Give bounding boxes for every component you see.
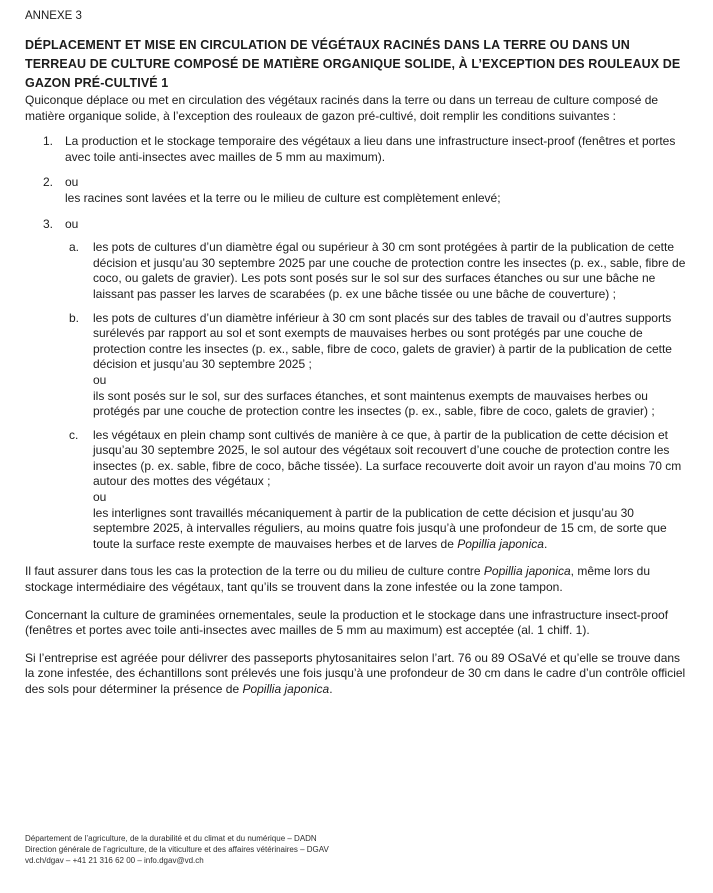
text-segment: ou [65,216,79,231]
footer-line: Direction générale de l’agriculture, de la viticulture et des affaires vétérinaires – DGAV [25,845,329,854]
condition-subitem [65,428,688,553]
text-segment: Quiconque déplace ou met en circulation des végétaux racinés dans la terre ou dans un terreau de culture composé de matière organique solide, à l’exception des rouleaux de gazon pré-cultivé, doit remplir les conditions suivantes : [25,93,659,123]
subitem-marker: a. [69,240,80,255]
subitem-body [93,311,688,420]
condition-paragraph [93,311,688,373]
condition-subitem [65,240,688,302]
annex-label: ANNEXE 3 [25,10,82,22]
text-segment: les pots de cultures d’un diamètre inférieur à 30 cm sont placés sur des tables de travail ou d’autres supports surélevés par rapport au sol et sont exempts de mauvaises herbes ou sont protégés par une couche de protection contre les insectes (p. ex., sable, fibre de coco, galets de gravier) à partir de la publication de cette décision et jusqu’au 30 septembre 2025 ; [93,310,672,372]
text-segment: les végétaux en plein champ sont cultivés de manière à ce que, à partir de la publication de cette décision et jusqu’au 30 septembre 2025, le sol autour des végétaux soit recouvert d’une couche de protection contre les insectes (p. ex. sable, fibre de coco, bâche tissée). La surface recouverte doit avoir un rayon d’au moins 70 cm autour des mottes des végétaux ; [93,427,682,489]
footer [25,833,329,866]
condition-body [65,134,688,165]
closing-paragraphs [25,564,688,697]
condition-paragraph [65,217,688,233]
closing-paragraph [25,608,688,639]
footer-line: Département de l’agriculture, de la durabilité et du climat et du numérique – DADN [25,834,317,843]
condition-body [65,175,688,206]
subitem-marker: c. [69,427,79,442]
condition-paragraph [93,428,688,490]
condition-marker: 3. [43,216,54,231]
text-segment: Il faut assurer dans tous les cas la protection de la terre ou du milieu de culture contre [25,564,484,579]
text-segment: ou [65,175,79,190]
text-segment: ils sont posés sur le sol, sur des surfaces étanches, et sont maintenus exempts de mauvaises herbes ou protégés par une couche de protection contre les insectes (p. ex., sable, fibre de coco, galets de gravier) ; [93,388,655,419]
condition-paragraph [93,506,688,553]
text-segment: . [543,536,548,551]
condition-paragraph [93,240,688,302]
species-name-italic: Popillia japonica [483,564,571,579]
condition-paragraph [93,389,688,420]
closing-paragraph [25,651,688,698]
condition-paragraph [93,490,688,506]
condition-body [65,217,688,553]
condition-item [25,175,688,206]
condition-paragraph [93,373,688,389]
subitem-marker: b. [69,310,80,325]
subitem-body [93,240,688,302]
text-segment: les racines sont lavées et la terre ou le milieu de culture est complètement enlevé; [65,190,501,205]
condition-item [25,217,688,553]
text-segment: Si l’entreprise est agréée pour délivrer des passeports phytosanitaires selon l’art. 76 ou 89 OSaVé et qu’elle se trouve dans la zone infestée, des échantillons sont prélevés une fois jusqu’à une profondeur de 30 cm dans le cadre d’un contrôle officiel des sols pour déterminer la présence de [25,650,686,696]
footer-line: vd.ch/dgav – +41 21 316 62 00 – info.dgav@vd.ch [25,856,204,865]
condition-paragraph [65,175,688,191]
condition-paragraph [65,191,688,207]
text-segment: La production et le stockage temporaire des végétaux a lieu dans une infrastructure insect-proof (fenêtres et portes avec toile anti-insectes avec mailles de 5 mm au maximum). [65,134,676,164]
text-segment: ou [93,372,107,387]
text-segment: Concernant la culture de graminées ornementales, seule la production et le stockage dans une infrastructure insect-proof (fenêtres et portes avec toile anti-insectes avec mailles de 5 mm au maximum) est acceptée (al. 1 chiff. 1). [25,607,669,638]
condition-subitem [65,311,688,420]
page-title: DÉPLACEMENT ET MISE EN CIRCULATION DE VÉGÉTAUX RACINÉS DANS LA TERRE OU DANS UN TERREAU DE CULTURE COMPOSÉ DE MATIÈRE ORGANIQUE SOLIDE, À L’EXCEPTION DES ROULEAUX DE GAZON PRÉ-CULTIVÉ 1 [25,38,681,90]
text-segment: ou [93,490,107,505]
text-segment: , même lors du stockage intermédiaire des végétaux, tant qu’ils se trouvent dans la zone infestée ou la zone tampon. [25,564,651,595]
species-name-italic: Popillia japonica [242,682,330,696]
subitem-body [93,428,688,553]
intro-paragraph [25,93,688,124]
text-segment: les pots de cultures d’un diamètre égal ou supérieur à 30 cm sont protégées à partir de la publication de cette décision et jusqu’au 30 septembre 2025 par une couche de protection contre les insectes (p. ex., sable, fibre de coco, ou galets de gravier). Les pots sont posés sur le sol sur des surfaces étanches ou sur une bâche ne laissant pas passer les larves de scarabées (p. ex une bâche tissée ou une bâche de couverture) ; [93,240,686,301]
conditions-list [25,134,688,552]
text-segment: les interlignes sont travaillés mécaniquement à partir de la publication de cette décision et jusqu’au 30 septembre 2025, à intervalles réguliers, au moins quatre fois jusqu’à une profondeur de 15 cm, de sorte que toute la surface reste exempte de mauvaises herbes et de larves de [93,505,667,551]
species-name-italic: Popillia japonica [457,536,544,551]
condition-item [25,134,688,165]
condition-marker: 1. [43,134,54,149]
closing-paragraph [25,564,688,595]
text-segment: . [329,682,333,696]
condition-paragraph [65,134,688,165]
condition-marker: 2. [43,175,54,190]
